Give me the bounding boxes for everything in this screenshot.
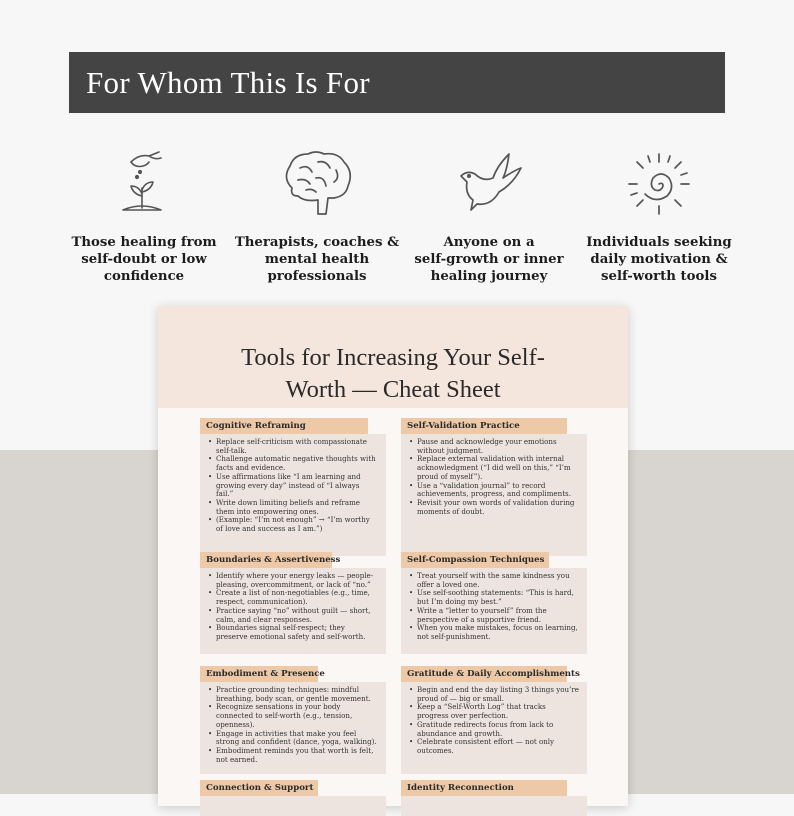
audience-label: Therapists, coaches & mental health professionals [234,235,400,284]
section-title: Boundaries & Assertiveness [200,552,332,568]
section-body [200,568,386,654]
section-body [200,796,386,816]
brain-icon [278,148,356,220]
header-bar [69,52,725,113]
cheat-sheet-page [158,306,628,806]
list-item: • Boundaries signal self-respect; they preserve emotional safety and self-worth. [216,624,378,641]
section-body [401,434,587,556]
section-body [200,434,386,556]
audience-item [232,148,402,285]
list-item: • When you make mistakes, focus on learning, not self-punishment. [417,624,579,641]
list-item: • Embodiment reminds you that worth is felt, not earned. [216,747,378,764]
list-item: • Write a “letter to yourself” from the perspective of a supportive friend. [417,607,579,624]
list-item: • Revisit your own words of validation during moments of doubt. [417,499,579,516]
section-title: Self-Validation Practice [401,418,567,434]
list-item: • Treat yourself with the same kindness you offer a loved one. [417,572,579,589]
section-title: Gratitude & Daily Accomplishments [401,666,567,682]
section-title: Self-Compassion Techniques [401,552,549,568]
list-item: • Replace self-criticism with compassionate self-talk. [216,438,378,455]
list-item: • Practice saying “no” without guilt — short, calm, and clear responses. [216,607,378,624]
cheat-sheet-title [188,342,598,406]
list-item: • Gratitude redirects focus from lack to abundance and growth. [417,721,579,738]
list-item: • Recognize sensations in your body connected to self-worth (e.g., tension, openness). [216,703,378,729]
dove-icon [453,148,525,220]
list-item: • (Example: “I’m not enough” → “I’m worthy of love and success as I am.”) [216,516,378,533]
list-item: • Engage in activities that make you feel strong and confident (dance, yoga, walking). [216,730,378,747]
section-body [200,682,386,774]
section-body [401,568,587,654]
list-item: • Identify where your energy leaks — people-pleasing, overcommitment, or lack of “no.” [216,572,378,589]
section-title: Cognitive Reframing [200,418,368,434]
section-body [401,682,587,774]
list-item: • Use a “validation journal” to record achievements, progress, and compliments. [417,482,579,499]
section-title: Connection & Support [200,780,318,796]
audience-label: Anyone on a self-growth or inner healing journey [414,235,564,284]
list-item: • Replace external validation with internal acknowledgment (“I did well on this,” “I’m proud of myself”). [417,455,579,481]
audience-item [574,148,744,285]
list-item: • Keep a “Self-Worth Log” that tracks progress over perfection. [417,703,579,720]
page-title: For Whom This Is For [86,64,370,100]
list-item: • Celebrate consistent effort — not only outcomes. [417,738,579,755]
audience-item [59,148,229,285]
title-line-2: Worth — Cheat Sheet [285,376,501,403]
list-item: • Practice grounding techniques: mindful breathing, body scan, or gentle movement. [216,686,378,703]
audience-label: Those healing from self-doubt or low confidence [71,235,217,284]
list-item: • Create a list of non-negotiables (e.g., time, respect, communication). [216,589,378,606]
section-title: Identity Reconnection [401,780,567,796]
list-item: • Write down limiting beliefs and reframe them into empowering ones. [216,499,378,516]
audience-label: Individuals seeking daily motivation & self-worth tools [586,235,732,284]
list-item: • Challenge automatic negative thoughts with facts and evidence. [216,455,378,472]
sun-spiral-icon [623,148,695,220]
title-line-1: Tools for Increasing Your Self- [241,344,545,371]
list-item: • Use affirmations like “I am learning and growing every day” instead of “I always fail.” [216,473,378,499]
list-item: • Pause and acknowledge your emotions without judgment. [417,438,579,455]
audience-row [0,148,794,298]
audience-item [404,148,574,285]
list-item: • Begin and end the day listing 3 things you’re proud of — big or small. [417,686,579,703]
hand-planting-seedling-icon [109,148,179,220]
section-title: Embodiment & Presence [200,666,318,682]
list-item: • Use self-soothing statements: “This is hard, but I’m doing my best.” [417,589,579,606]
section-body [401,796,587,816]
